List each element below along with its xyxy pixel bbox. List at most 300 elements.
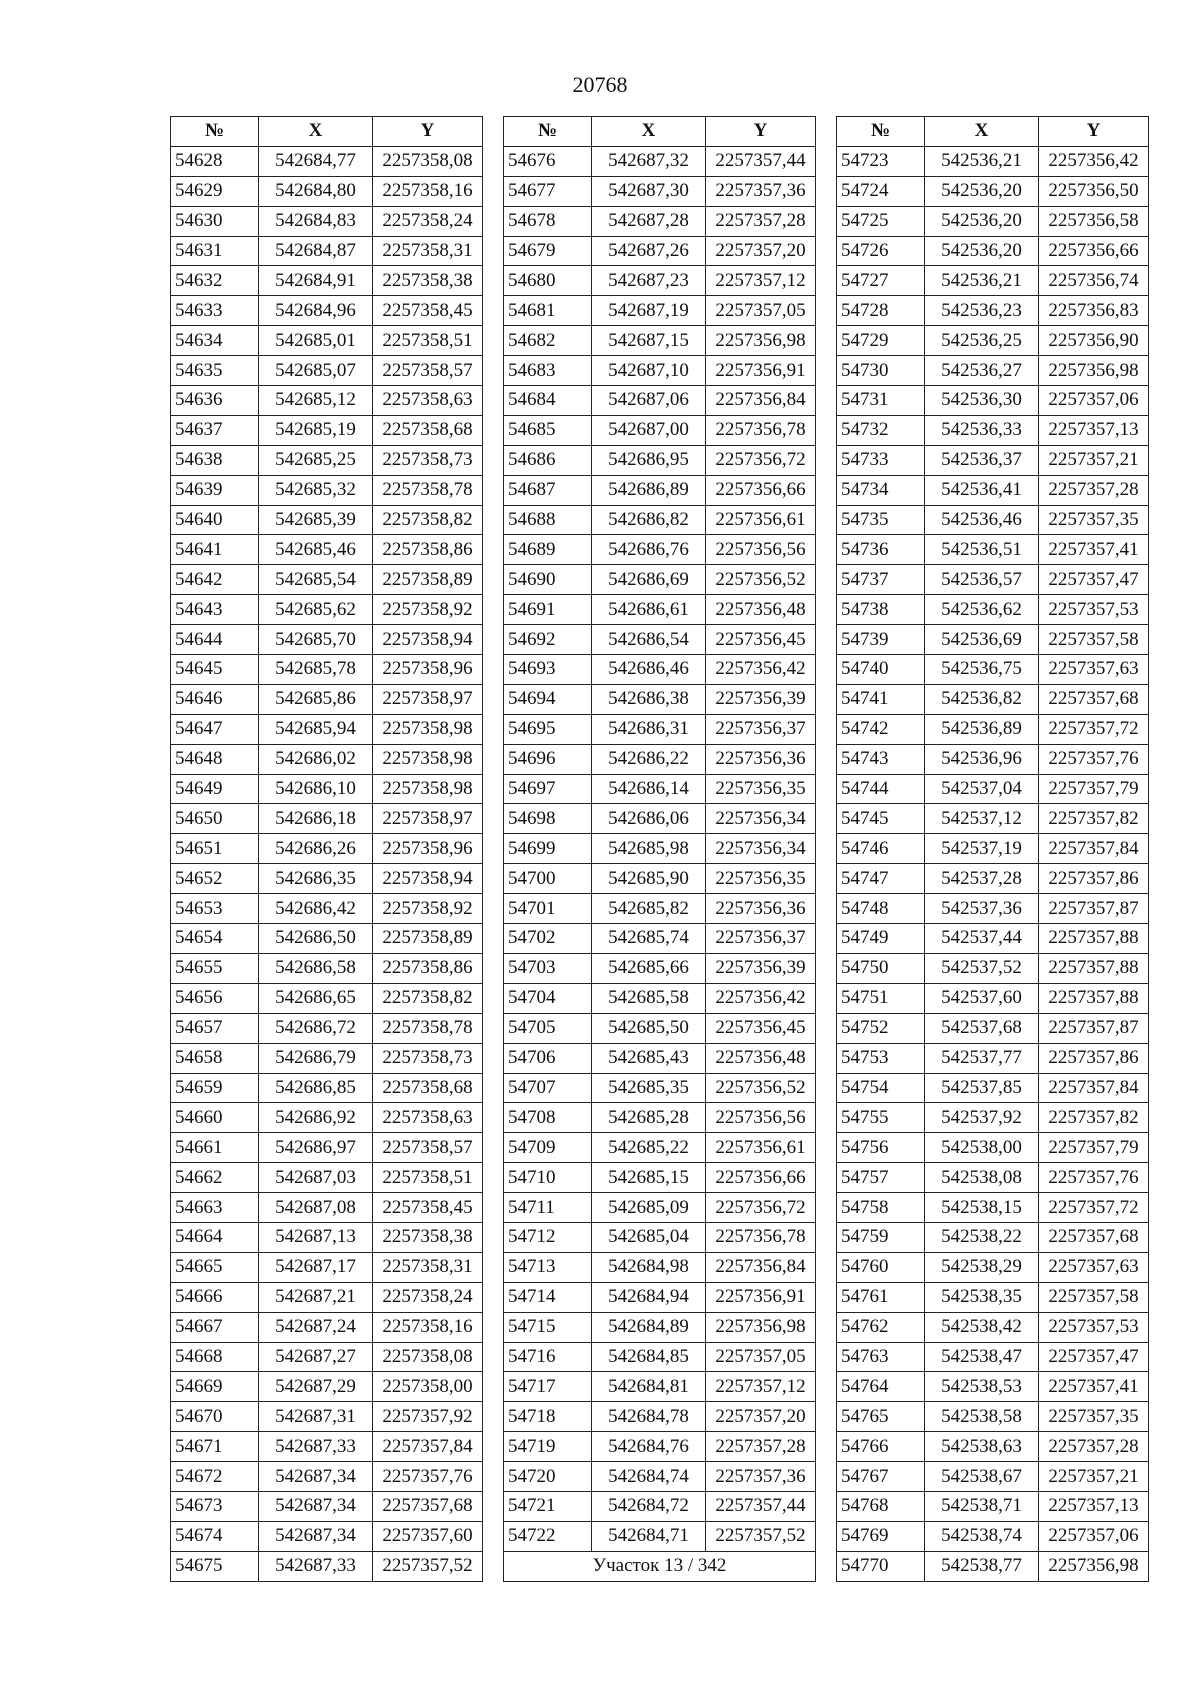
table-row: [171, 1222, 483, 1252]
x-coordinate-cell: 542684,81: [592, 1372, 706, 1402]
table-row: [504, 1222, 816, 1252]
x-coordinate-cell: 542536,21: [925, 266, 1039, 296]
point-number-cell: 54755: [837, 1103, 925, 1133]
table-row: [171, 1312, 483, 1342]
point-number-cell: 54639: [171, 475, 259, 505]
x-coordinate-cell: 542686,42: [259, 894, 373, 924]
table-row: [504, 356, 816, 386]
x-coordinate-cell: 542538,15: [925, 1193, 1039, 1223]
y-coordinate-cell: 2257357,41: [1039, 1372, 1149, 1402]
point-number-cell: 54702: [504, 924, 592, 954]
x-coordinate-cell: 542686,61: [592, 595, 706, 625]
point-number-cell: 54712: [504, 1222, 592, 1252]
table-row: [171, 1521, 483, 1551]
y-coordinate-cell: 2257357,63: [1039, 1252, 1149, 1282]
y-coordinate-cell: 2257358,78: [373, 475, 483, 505]
y-coordinate-cell: 2257358,57: [373, 356, 483, 386]
y-coordinate-cell: 2257357,28: [1039, 475, 1149, 505]
header-x: X: [592, 117, 706, 147]
x-coordinate-cell: 542685,28: [592, 1103, 706, 1133]
x-coordinate-cell: 542684,76: [592, 1432, 706, 1462]
table-row: [504, 146, 816, 176]
x-coordinate-cell: 542685,62: [259, 595, 373, 625]
x-coordinate-cell: 542685,46: [259, 535, 373, 565]
point-number-cell: 54708: [504, 1103, 592, 1133]
x-coordinate-cell: 542687,33: [259, 1432, 373, 1462]
x-coordinate-cell: 542687,28: [592, 206, 706, 236]
x-coordinate-cell: 542687,10: [592, 356, 706, 386]
y-coordinate-cell: 2257356,52: [706, 565, 816, 595]
x-coordinate-cell: 542686,31: [592, 714, 706, 744]
x-coordinate-cell: 542537,52: [925, 953, 1039, 983]
header-x: X: [259, 117, 373, 147]
point-number-cell: 54736: [837, 535, 925, 565]
x-coordinate-cell: 542686,95: [592, 445, 706, 475]
point-number-cell: 54628: [171, 146, 259, 176]
table-row: [837, 176, 1149, 206]
point-number-cell: 54668: [171, 1342, 259, 1372]
table-row: [171, 1372, 483, 1402]
table-row: [504, 1432, 816, 1462]
table-row: [837, 1103, 1149, 1133]
table-row: [171, 1551, 483, 1581]
y-coordinate-cell: 2257357,68: [1039, 1222, 1149, 1252]
y-coordinate-cell: 2257357,84: [373, 1432, 483, 1462]
coordinates-table-3: [836, 116, 1149, 1582]
table-row: [837, 1402, 1149, 1432]
table-row: [837, 475, 1149, 505]
y-coordinate-cell: 2257357,20: [706, 1402, 816, 1432]
table-row: [504, 625, 816, 655]
y-coordinate-cell: 2257356,90: [1039, 326, 1149, 356]
table-row: [171, 834, 483, 864]
x-coordinate-cell: 542684,94: [592, 1282, 706, 1312]
point-number-cell: 54750: [837, 953, 925, 983]
y-coordinate-cell: 2257358,96: [373, 655, 483, 685]
point-number-cell: 54756: [837, 1133, 925, 1163]
y-coordinate-cell: 2257356,98: [706, 326, 816, 356]
y-coordinate-cell: 2257356,48: [706, 1043, 816, 1073]
y-coordinate-cell: 2257358,45: [373, 296, 483, 326]
point-number-cell: 54664: [171, 1222, 259, 1252]
point-number-cell: 54655: [171, 953, 259, 983]
point-number-cell: 54690: [504, 565, 592, 595]
x-coordinate-cell: 542536,23: [925, 296, 1039, 326]
point-number-cell: 54656: [171, 983, 259, 1013]
y-coordinate-cell: 2257358,16: [373, 176, 483, 206]
y-coordinate-cell: 2257356,66: [1039, 236, 1149, 266]
y-coordinate-cell: 2257358,63: [373, 1103, 483, 1133]
table-row: [504, 565, 816, 595]
point-number-cell: 54760: [837, 1252, 925, 1282]
point-number-cell: 54631: [171, 236, 259, 266]
y-coordinate-cell: 2257357,28: [706, 206, 816, 236]
point-number-cell: 54661: [171, 1133, 259, 1163]
x-coordinate-cell: 542684,74: [592, 1462, 706, 1492]
y-coordinate-cell: 2257356,36: [706, 894, 816, 924]
point-number-cell: 54715: [504, 1312, 592, 1342]
point-number-cell: 54659: [171, 1073, 259, 1103]
header-row: [837, 117, 1149, 147]
table-row: [837, 1163, 1149, 1193]
y-coordinate-cell: 2257357,82: [1039, 1103, 1149, 1133]
header-x: X: [925, 117, 1039, 147]
table-row: [504, 1342, 816, 1372]
table-row: [504, 176, 816, 206]
y-coordinate-cell: 2257357,88: [1039, 953, 1149, 983]
point-number-cell: 54660: [171, 1103, 259, 1133]
y-coordinate-cell: 2257356,42: [1039, 146, 1149, 176]
table-row: [171, 1073, 483, 1103]
y-coordinate-cell: 2257357,21: [1039, 445, 1149, 475]
table-row: [171, 774, 483, 804]
table-row: [504, 445, 816, 475]
x-coordinate-cell: 542687,23: [592, 266, 706, 296]
x-coordinate-cell: 542685,54: [259, 565, 373, 595]
table-row: [504, 296, 816, 326]
point-number-cell: 54670: [171, 1402, 259, 1432]
x-coordinate-cell: 542538,67: [925, 1462, 1039, 1492]
table-row: [171, 684, 483, 714]
y-coordinate-cell: 2257358,98: [373, 774, 483, 804]
x-coordinate-cell: 542686,18: [259, 804, 373, 834]
point-number-cell: 54644: [171, 625, 259, 655]
x-coordinate-cell: 542538,74: [925, 1521, 1039, 1551]
table-row: [837, 1252, 1149, 1282]
y-coordinate-cell: 2257358,31: [373, 1252, 483, 1282]
x-coordinate-cell: 542685,01: [259, 326, 373, 356]
x-coordinate-cell: 542687,30: [592, 176, 706, 206]
x-coordinate-cell: 542687,34: [259, 1462, 373, 1492]
table-row: [171, 296, 483, 326]
table-row: [837, 386, 1149, 416]
table-row: [171, 1043, 483, 1073]
x-coordinate-cell: 542684,87: [259, 236, 373, 266]
table-row: [504, 1402, 816, 1432]
x-coordinate-cell: 542538,53: [925, 1372, 1039, 1402]
x-coordinate-cell: 542687,26: [592, 236, 706, 266]
y-coordinate-cell: 2257358,38: [373, 1222, 483, 1252]
table-row: [171, 535, 483, 565]
y-coordinate-cell: 2257358,51: [373, 1163, 483, 1193]
y-coordinate-cell: 2257356,98: [1039, 1551, 1149, 1581]
y-coordinate-cell: 2257357,68: [1039, 684, 1149, 714]
point-number-cell: 54747: [837, 864, 925, 894]
x-coordinate-cell: 542686,69: [592, 565, 706, 595]
table-row: [504, 1073, 816, 1103]
table-row: [837, 1282, 1149, 1312]
table-row: [504, 1312, 816, 1342]
table-row: [171, 924, 483, 954]
table-row: [504, 1163, 816, 1193]
point-number-cell: 54763: [837, 1342, 925, 1372]
point-number-cell: 54731: [837, 386, 925, 416]
point-number-cell: 54752: [837, 1013, 925, 1043]
x-coordinate-cell: 542536,96: [925, 744, 1039, 774]
y-coordinate-cell: 2257358,08: [373, 1342, 483, 1372]
footer-row: [504, 1551, 816, 1581]
x-coordinate-cell: 542686,58: [259, 953, 373, 983]
y-coordinate-cell: 2257356,36: [706, 744, 816, 774]
x-coordinate-cell: 542686,14: [592, 774, 706, 804]
x-coordinate-cell: 542536,82: [925, 684, 1039, 714]
x-coordinate-cell: 542685,04: [592, 1222, 706, 1252]
table-row: [837, 206, 1149, 236]
y-coordinate-cell: 2257356,84: [706, 1252, 816, 1282]
header-num: №: [837, 117, 925, 147]
table-row: [837, 1462, 1149, 1492]
point-number-cell: 54707: [504, 1073, 592, 1103]
header-num: №: [504, 117, 592, 147]
table-row: [171, 236, 483, 266]
x-coordinate-cell: 542537,92: [925, 1103, 1039, 1133]
y-coordinate-cell: 2257356,56: [706, 1103, 816, 1133]
y-coordinate-cell: 2257358,82: [373, 983, 483, 1013]
table-row: [837, 1342, 1149, 1372]
point-number-cell: 54717: [504, 1372, 592, 1402]
point-number-cell: 54629: [171, 176, 259, 206]
point-number-cell: 54721: [504, 1491, 592, 1521]
y-coordinate-cell: 2257358,57: [373, 1133, 483, 1163]
table-row: [504, 206, 816, 236]
y-coordinate-cell: 2257356,42: [706, 983, 816, 1013]
point-number-cell: 54765: [837, 1402, 925, 1432]
y-coordinate-cell: 2257356,66: [706, 1163, 816, 1193]
y-coordinate-cell: 2257358,97: [373, 684, 483, 714]
x-coordinate-cell: 542538,00: [925, 1133, 1039, 1163]
x-coordinate-cell: 542536,20: [925, 206, 1039, 236]
table-row: [837, 565, 1149, 595]
point-number-cell: 54704: [504, 983, 592, 1013]
point-number-cell: 54713: [504, 1252, 592, 1282]
point-number-cell: 54734: [837, 475, 925, 505]
header-num: №: [171, 117, 259, 147]
y-coordinate-cell: 2257357,82: [1039, 804, 1149, 834]
table-row: [171, 1163, 483, 1193]
table-body: [504, 146, 816, 1551]
table-row: [837, 744, 1149, 774]
x-coordinate-cell: 542687,00: [592, 415, 706, 445]
table-row: [837, 1372, 1149, 1402]
table-row: [837, 1521, 1149, 1551]
y-coordinate-cell: 2257356,78: [706, 415, 816, 445]
y-coordinate-cell: 2257357,72: [1039, 1193, 1149, 1223]
x-coordinate-cell: 542536,30: [925, 386, 1039, 416]
point-number-cell: 54748: [837, 894, 925, 924]
point-number-cell: 54705: [504, 1013, 592, 1043]
x-coordinate-cell: 542684,89: [592, 1312, 706, 1342]
point-number-cell: 54641: [171, 535, 259, 565]
y-coordinate-cell: 2257358,45: [373, 1193, 483, 1223]
y-coordinate-cell: 2257357,76: [1039, 744, 1149, 774]
point-number-cell: 54662: [171, 1163, 259, 1193]
point-number-cell: 54725: [837, 206, 925, 236]
point-number-cell: 54679: [504, 236, 592, 266]
plot-section-label: Участок 13 / 342: [504, 1551, 816, 1581]
table-row: [837, 1013, 1149, 1043]
point-number-cell: 54695: [504, 714, 592, 744]
table-row: [504, 266, 816, 296]
table-row: [837, 1222, 1149, 1252]
x-coordinate-cell: 542537,19: [925, 834, 1039, 864]
point-number-cell: 54643: [171, 595, 259, 625]
y-coordinate-cell: 2257357,63: [1039, 655, 1149, 685]
table-row: [171, 595, 483, 625]
y-coordinate-cell: 2257357,92: [373, 1402, 483, 1432]
point-number-cell: 54722: [504, 1521, 592, 1551]
table-row: [171, 505, 483, 535]
table-row: [837, 684, 1149, 714]
y-coordinate-cell: 2257358,73: [373, 1043, 483, 1073]
table-row: [504, 1521, 816, 1551]
point-number-cell: 54649: [171, 774, 259, 804]
y-coordinate-cell: 2257358,00: [373, 1372, 483, 1402]
y-coordinate-cell: 2257357,05: [706, 296, 816, 326]
x-coordinate-cell: 542687,21: [259, 1282, 373, 1312]
x-coordinate-cell: 542685,90: [592, 864, 706, 894]
y-coordinate-cell: 2257357,05: [706, 1342, 816, 1372]
table-row: [837, 266, 1149, 296]
table-row: [171, 655, 483, 685]
x-coordinate-cell: 542687,15: [592, 326, 706, 356]
point-number-cell: 54633: [171, 296, 259, 326]
y-coordinate-cell: 2257357,68: [373, 1491, 483, 1521]
x-coordinate-cell: 542685,39: [259, 505, 373, 535]
point-number-cell: 54761: [837, 1282, 925, 1312]
y-coordinate-cell: 2257357,88: [1039, 924, 1149, 954]
table-row: [504, 1282, 816, 1312]
y-coordinate-cell: 2257357,53: [1039, 595, 1149, 625]
y-coordinate-cell: 2257357,84: [1039, 1073, 1149, 1103]
x-coordinate-cell: 542537,44: [925, 924, 1039, 954]
table-row: [837, 595, 1149, 625]
point-number-cell: 54636: [171, 386, 259, 416]
x-coordinate-cell: 542686,65: [259, 983, 373, 1013]
table-row: [837, 953, 1149, 983]
y-coordinate-cell: 2257357,44: [706, 1491, 816, 1521]
x-coordinate-cell: 542685,09: [592, 1193, 706, 1223]
x-coordinate-cell: 542536,25: [925, 326, 1039, 356]
point-number-cell: 54635: [171, 356, 259, 386]
x-coordinate-cell: 542686,89: [592, 475, 706, 505]
point-number-cell: 54663: [171, 1193, 259, 1223]
point-number-cell: 54701: [504, 894, 592, 924]
point-number-cell: 54638: [171, 445, 259, 475]
point-number-cell: 54665: [171, 1252, 259, 1282]
table-row: [504, 1013, 816, 1043]
point-number-cell: 54698: [504, 804, 592, 834]
point-number-cell: 54727: [837, 266, 925, 296]
table-row: [171, 565, 483, 595]
y-coordinate-cell: 2257357,36: [706, 176, 816, 206]
y-coordinate-cell: 2257358,96: [373, 834, 483, 864]
point-number-cell: 54711: [504, 1193, 592, 1223]
x-coordinate-cell: 542687,31: [259, 1402, 373, 1432]
x-coordinate-cell: 542687,03: [259, 1163, 373, 1193]
table-row: [171, 176, 483, 206]
table-row: [171, 1402, 483, 1432]
x-coordinate-cell: 542686,85: [259, 1073, 373, 1103]
x-coordinate-cell: 542685,98: [592, 834, 706, 864]
y-coordinate-cell: 2257358,78: [373, 1013, 483, 1043]
y-coordinate-cell: 2257356,39: [706, 684, 816, 714]
point-number-cell: 54630: [171, 206, 259, 236]
point-number-cell: 54671: [171, 1432, 259, 1462]
x-coordinate-cell: 542687,08: [259, 1193, 373, 1223]
point-number-cell: 54758: [837, 1193, 925, 1223]
point-number-cell: 54751: [837, 983, 925, 1013]
point-number-cell: 54682: [504, 326, 592, 356]
table-row: [837, 714, 1149, 744]
y-coordinate-cell: 2257358,86: [373, 535, 483, 565]
point-number-cell: 54740: [837, 655, 925, 685]
x-coordinate-cell: 542685,50: [592, 1013, 706, 1043]
point-number-cell: 54652: [171, 864, 259, 894]
point-number-cell: 54669: [171, 1372, 259, 1402]
header-y: Y: [1039, 117, 1149, 147]
x-coordinate-cell: 542538,35: [925, 1282, 1039, 1312]
point-number-cell: 54769: [837, 1521, 925, 1551]
table-row: [837, 864, 1149, 894]
coordinates-table-1: [170, 116, 483, 1582]
table-row: [504, 1462, 816, 1492]
table-row: [504, 804, 816, 834]
table-row: [837, 1491, 1149, 1521]
table-row: [837, 146, 1149, 176]
x-coordinate-cell: 542537,60: [925, 983, 1039, 1013]
table-row: [837, 1312, 1149, 1342]
x-coordinate-cell: 542684,96: [259, 296, 373, 326]
point-number-cell: 54687: [504, 475, 592, 505]
y-coordinate-cell: 2257357,79: [1039, 1133, 1149, 1163]
x-coordinate-cell: 542686,50: [259, 924, 373, 954]
y-coordinate-cell: 2257356,72: [706, 445, 816, 475]
y-coordinate-cell: 2257358,97: [373, 804, 483, 834]
table-row: [171, 1462, 483, 1492]
header-row: [171, 117, 483, 147]
y-coordinate-cell: 2257358,98: [373, 714, 483, 744]
y-coordinate-cell: 2257356,84: [706, 386, 816, 416]
y-coordinate-cell: 2257358,98: [373, 744, 483, 774]
coordinates-table-2: [503, 116, 816, 1582]
point-number-cell: 54637: [171, 415, 259, 445]
y-coordinate-cell: 2257357,72: [1039, 714, 1149, 744]
table-row: [504, 415, 816, 445]
table-row: [171, 445, 483, 475]
x-coordinate-cell: 542538,42: [925, 1312, 1039, 1342]
point-number-cell: 54735: [837, 505, 925, 535]
table-body: [837, 146, 1149, 1581]
y-coordinate-cell: 2257356,37: [706, 714, 816, 744]
table-row: [504, 774, 816, 804]
table-row: [837, 774, 1149, 804]
x-coordinate-cell: 542536,33: [925, 415, 1039, 445]
x-coordinate-cell: 542686,97: [259, 1133, 373, 1163]
point-number-cell: 54651: [171, 834, 259, 864]
x-coordinate-cell: 542536,20: [925, 176, 1039, 206]
x-coordinate-cell: 542686,54: [592, 625, 706, 655]
table-row: [171, 1013, 483, 1043]
x-coordinate-cell: 542538,29: [925, 1252, 1039, 1282]
y-coordinate-cell: 2257358,51: [373, 326, 483, 356]
point-number-cell: 54723: [837, 146, 925, 176]
header-row: [504, 117, 816, 147]
x-coordinate-cell: 542685,82: [592, 894, 706, 924]
y-coordinate-cell: 2257357,60: [373, 1521, 483, 1551]
x-coordinate-cell: 542686,02: [259, 744, 373, 774]
y-coordinate-cell: 2257358,89: [373, 924, 483, 954]
table-row: [504, 1133, 816, 1163]
